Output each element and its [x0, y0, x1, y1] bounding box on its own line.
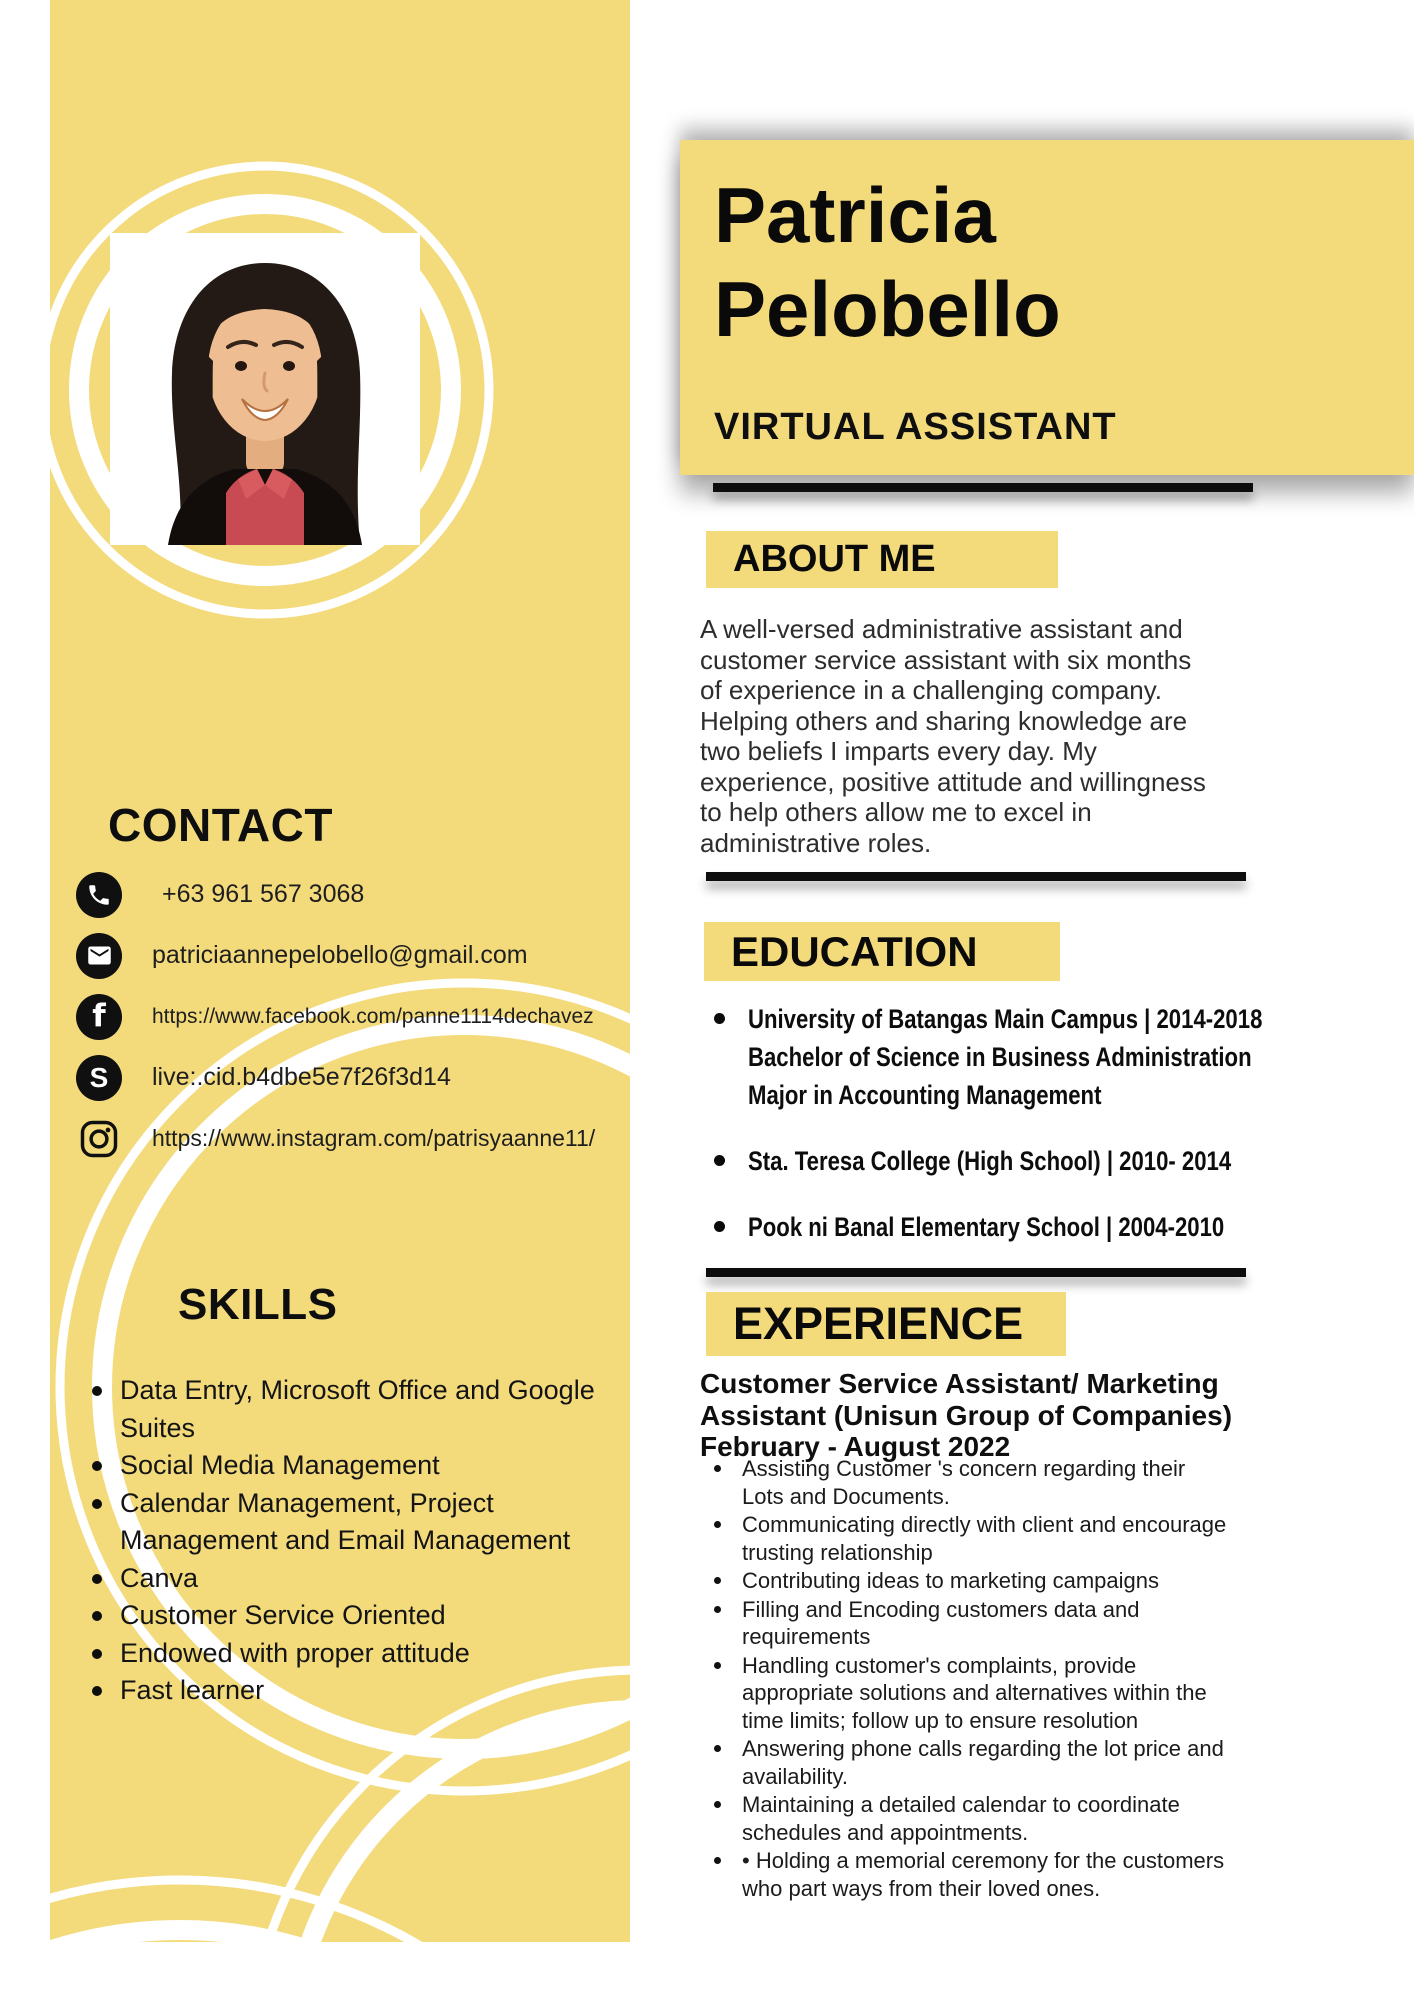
section-divider [706, 872, 1246, 881]
skill-item: Data Entry, Microsoft Office and Google Suites [84, 1372, 606, 1447]
profile-photo [110, 233, 420, 545]
experience-bullet: Contributing ideas to marketing campaigns [700, 1567, 1230, 1595]
experience-bullet: Answering phone calls regarding the lot price and availability. [700, 1735, 1230, 1790]
last-name: Pelobello [714, 265, 1061, 353]
phone-glyph [86, 882, 112, 908]
contact-value[interactable]: https://www.instagram.com/patrisyaanne11/ [152, 1125, 596, 1151]
skill-item: Calendar Management, Project Management and Email Management [84, 1485, 606, 1560]
skill-item: Customer Service Oriented [84, 1597, 606, 1635]
skills-heading: SKILLS [178, 1280, 338, 1329]
about-heading-label: ABOUT ME [733, 538, 936, 580]
skill-item: Fast learner [84, 1672, 606, 1710]
first-name: Patricia [714, 171, 996, 259]
skill-item: Canva [84, 1560, 606, 1598]
experience-list [700, 1455, 1230, 1903]
experience-bullet: Filling and Encoding customers data and requirements [700, 1596, 1230, 1651]
skills-list [84, 1372, 606, 1710]
contact-row [76, 986, 628, 1047]
job-title: VIRTUAL ASSISTANT [714, 406, 1117, 448]
contact-row [76, 1047, 628, 1108]
about-heading [706, 531, 1058, 588]
facebook-icon [76, 994, 122, 1040]
contact-value[interactable]: patriciaannepelobello@gmail.com [152, 941, 528, 969]
experience-bullet: Maintaining a detailed calendar to coordinate schedules and appointments. [700, 1791, 1230, 1846]
instagram-icon [76, 1116, 122, 1162]
skill-item: Endowed with proper attitude [84, 1635, 606, 1673]
experience-heading [706, 1292, 1066, 1356]
education-school: Pook ni Banal Elementary School | 2004-2010 [748, 1212, 1225, 1242]
experience-bullet: • Holding a memorial ceremony for the customers who part ways from their loved ones. [700, 1847, 1230, 1902]
education-school: Sta. Teresa College (High School) | 2010- 2014 [748, 1146, 1232, 1176]
contact-value[interactable]: live:.cid.b4dbe5e7f26f3d14 [152, 1063, 451, 1091]
section-divider [706, 1268, 1246, 1277]
instagram-glyph [77, 1117, 121, 1161]
education-list [704, 1000, 1414, 1274]
contact-row [76, 1108, 628, 1169]
education-item [704, 1208, 1414, 1246]
sidebar [50, 0, 630, 1942]
facebook-glyph [92, 1001, 106, 1032]
email-glyph [86, 942, 113, 969]
skype-icon [76, 1055, 122, 1101]
education-item [704, 1142, 1414, 1180]
section-divider [713, 483, 1253, 492]
education-school: University of Batangas Main Campus | 2014-2018 [748, 1004, 1263, 1034]
experience-bullet: Handling customer's complaints, provide appropriate solutions and alternatives within the time limits; follow up to ensure resolution [700, 1652, 1230, 1735]
experience-heading-label: EXPERIENCE [733, 1298, 1024, 1349]
education-item [704, 1000, 1414, 1114]
about-text: A well-versed administrative assistant and customer service assistant with six months of experience in a challenging company. Helping others and sharing knowledge are two beliefs I imparts every day. My experience, positive attitude and willingness to help others allow me to excel in administrative roles. [700, 614, 1206, 858]
contact-row [76, 925, 628, 986]
skype-glyph [90, 1064, 109, 1092]
email-icon [76, 933, 122, 979]
skill-item: Social Media Management [84, 1447, 606, 1485]
experience-bullet: Communicating directly with client and encourage trusting relationship [700, 1511, 1230, 1566]
experience-bullet: Assisting Customer 's concern regarding their Lots and Documents. [700, 1455, 1230, 1510]
header-box [680, 140, 1414, 475]
contact-value[interactable]: https://www.facebook.com/panne1114dechavez [152, 1004, 594, 1028]
contact-value[interactable]: +63 961 567 3068 [162, 880, 365, 908]
contact-list [76, 864, 628, 1169]
contact-heading: CONTACT [108, 799, 333, 851]
experience-role: Customer Service Assistant/ Marketing Assistant (Unisun Group of Companies) February - August 2022 [700, 1368, 1233, 1462]
phone-icon [76, 872, 122, 918]
education-heading-label: EDUCATION [731, 927, 978, 975]
education-degree: Bachelor of Science in Business Administration Major in Accounting Management [748, 1042, 1252, 1110]
education-heading [704, 922, 1060, 981]
contact-row [76, 864, 628, 925]
